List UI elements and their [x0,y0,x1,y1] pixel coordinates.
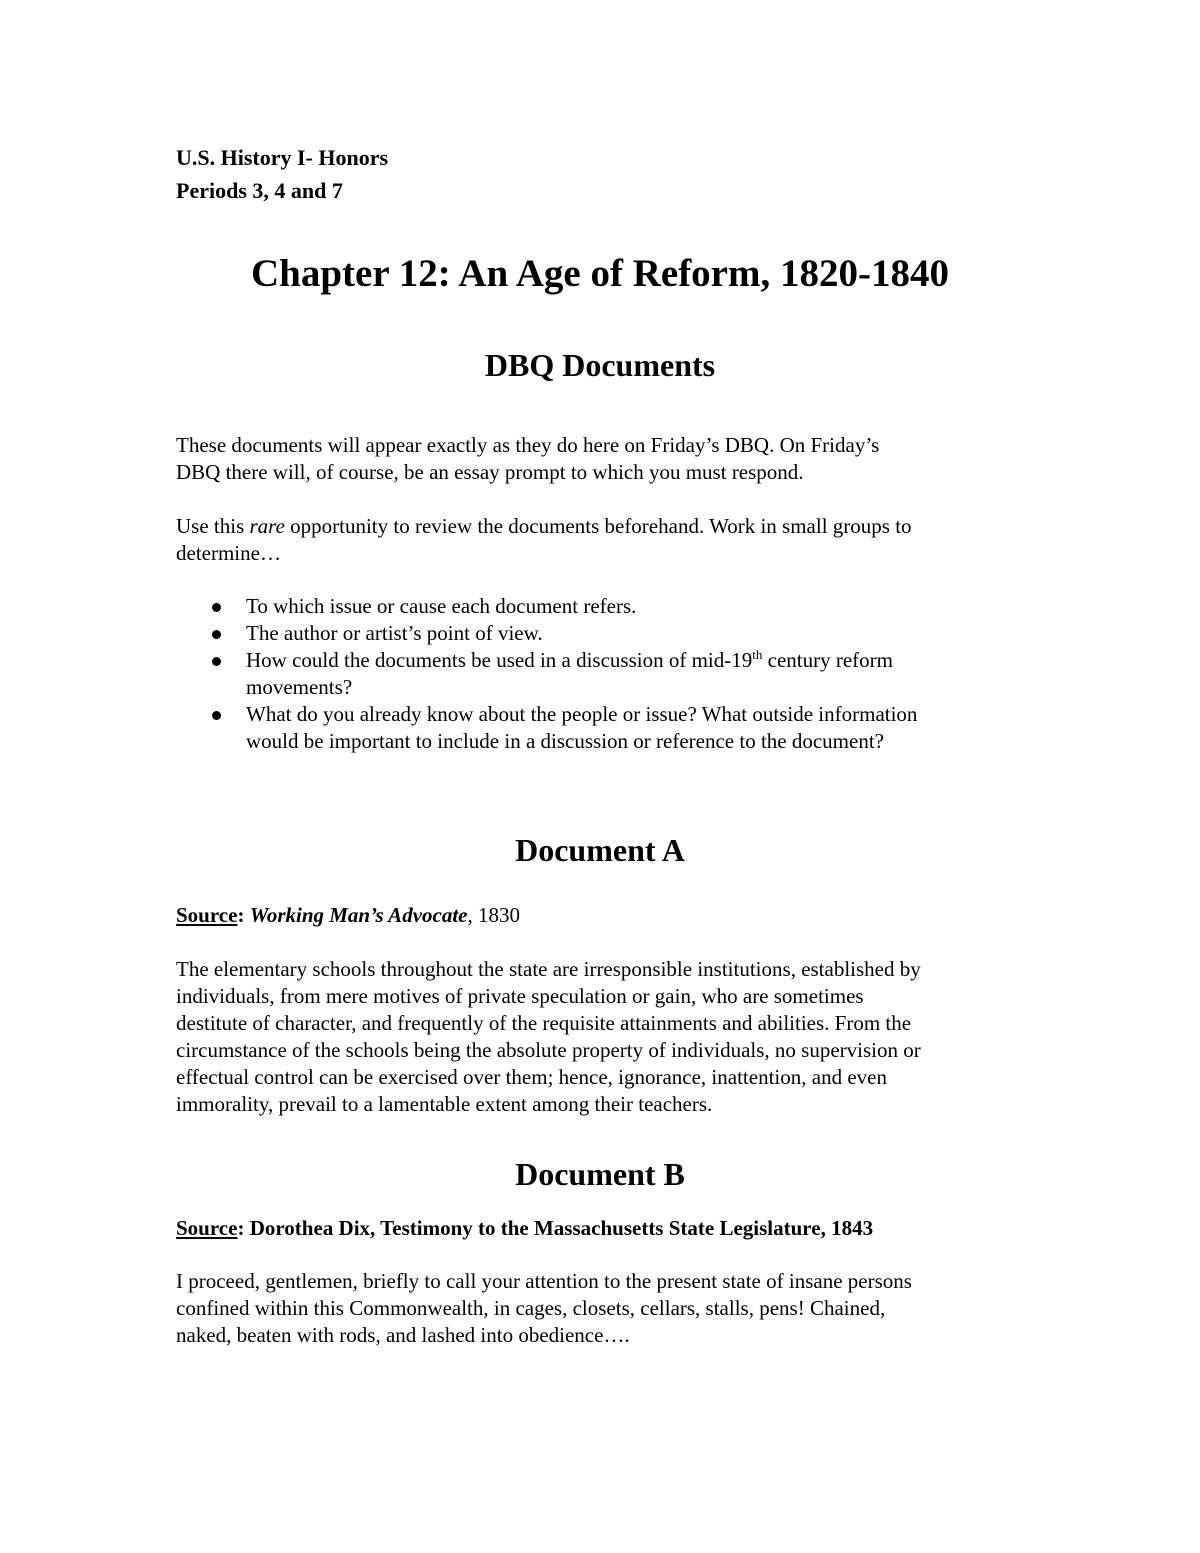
source-year: , 1830 [467,903,520,927]
source-publication: Working Man’s Advocate [249,903,468,927]
document-a-excerpt [176,956,1036,1118]
list-item-text: What do you already know about the people or issue? What outside information [246,702,918,726]
course-name: U.S. History I- Honors [176,145,389,170]
instructions-line [176,513,1036,540]
excerpt-line: circumstance of the schools being the absolute property of individuals, no supervision or [176,1038,921,1062]
intro-line: DBQ there will, of course, be an essay prompt to which you must respond. [176,460,804,484]
excerpt-line: destitute of character, and frequently of the requisite attainments and abilities. From the [176,1011,912,1035]
instructions-emphasis: rare [249,514,285,538]
bullet-dot-icon [212,657,221,666]
ordinal-superscript: th [752,647,763,662]
instructions-line: determine… [176,541,281,565]
document-b-title: Document B [515,1156,685,1192]
bullet-dot-icon [212,603,221,612]
document-a-title: Document A [515,832,685,868]
list-item-text: The author or artist’s point of view. [246,621,543,645]
instructions-text: Use this [176,514,250,538]
document-b-excerpt [176,1268,1036,1349]
source-separator: : [237,1216,250,1240]
document-b-source [176,1215,873,1242]
analysis-questions-list [176,593,1036,755]
source-label: Source [176,1216,238,1240]
instructions-text: opportunity to review the documents beforehand. Work in small groups to [284,514,912,538]
excerpt-line: effectual control can be exercised over them; hence, ignorance, inattention, and even [176,1065,887,1089]
list-item-text: would be important to include in a discussion or reference to the document? [246,729,884,753]
excerpt-line: immorality, prevail to a lamentable extent among their teachers. [176,1092,713,1116]
list-item-text: movements? [246,675,353,699]
list-item [176,620,1036,647]
list-item [176,701,1036,755]
intro-line: These documents will appear exactly as they do here on Friday’s DBQ. On Friday’s [176,433,880,457]
dbq-documents-heading: DBQ Documents [484,347,716,383]
chapter-title: Chapter 12: An Age of Reform, 1820-1840 [251,252,949,295]
class-periods: Periods 3, 4 and 7 [176,178,343,203]
list-item [176,593,1036,620]
list-item-text: To which issue or cause each document refers. [246,594,637,618]
bullet-dot-icon [212,711,221,720]
list-item [176,647,1036,701]
excerpt-line: naked, beaten with rods, and lashed into obedience…. [176,1323,630,1347]
source-text: Dorothea Dix, Testimony to the Massachusetts State Legislature, 1843 [249,1216,874,1240]
list-item-text-part: century reform [762,648,893,672]
document-a-source [176,902,520,929]
excerpt-line: I proceed, gentlemen, briefly to call your attention to the present state of insane persons [176,1269,912,1293]
instructions-paragraph [176,513,1036,567]
excerpt-line: confined within this Commonwealth, in cages, closets, cellars, stalls, pens! Chained, [176,1296,886,1320]
source-separator: : [237,903,250,927]
list-item-text [246,647,1036,674]
excerpt-line: The elementary schools throughout the state are irresponsible institutions, established by [176,957,921,981]
intro-paragraph [176,432,1036,486]
bullet-dot-icon [212,630,221,639]
source-label: Source [176,903,238,927]
excerpt-line: individuals, from mere motives of private speculation or gain, who are sometimes [176,984,864,1008]
list-item-text-part: How could the documents be used in a discussion of mid-19 [246,648,753,672]
